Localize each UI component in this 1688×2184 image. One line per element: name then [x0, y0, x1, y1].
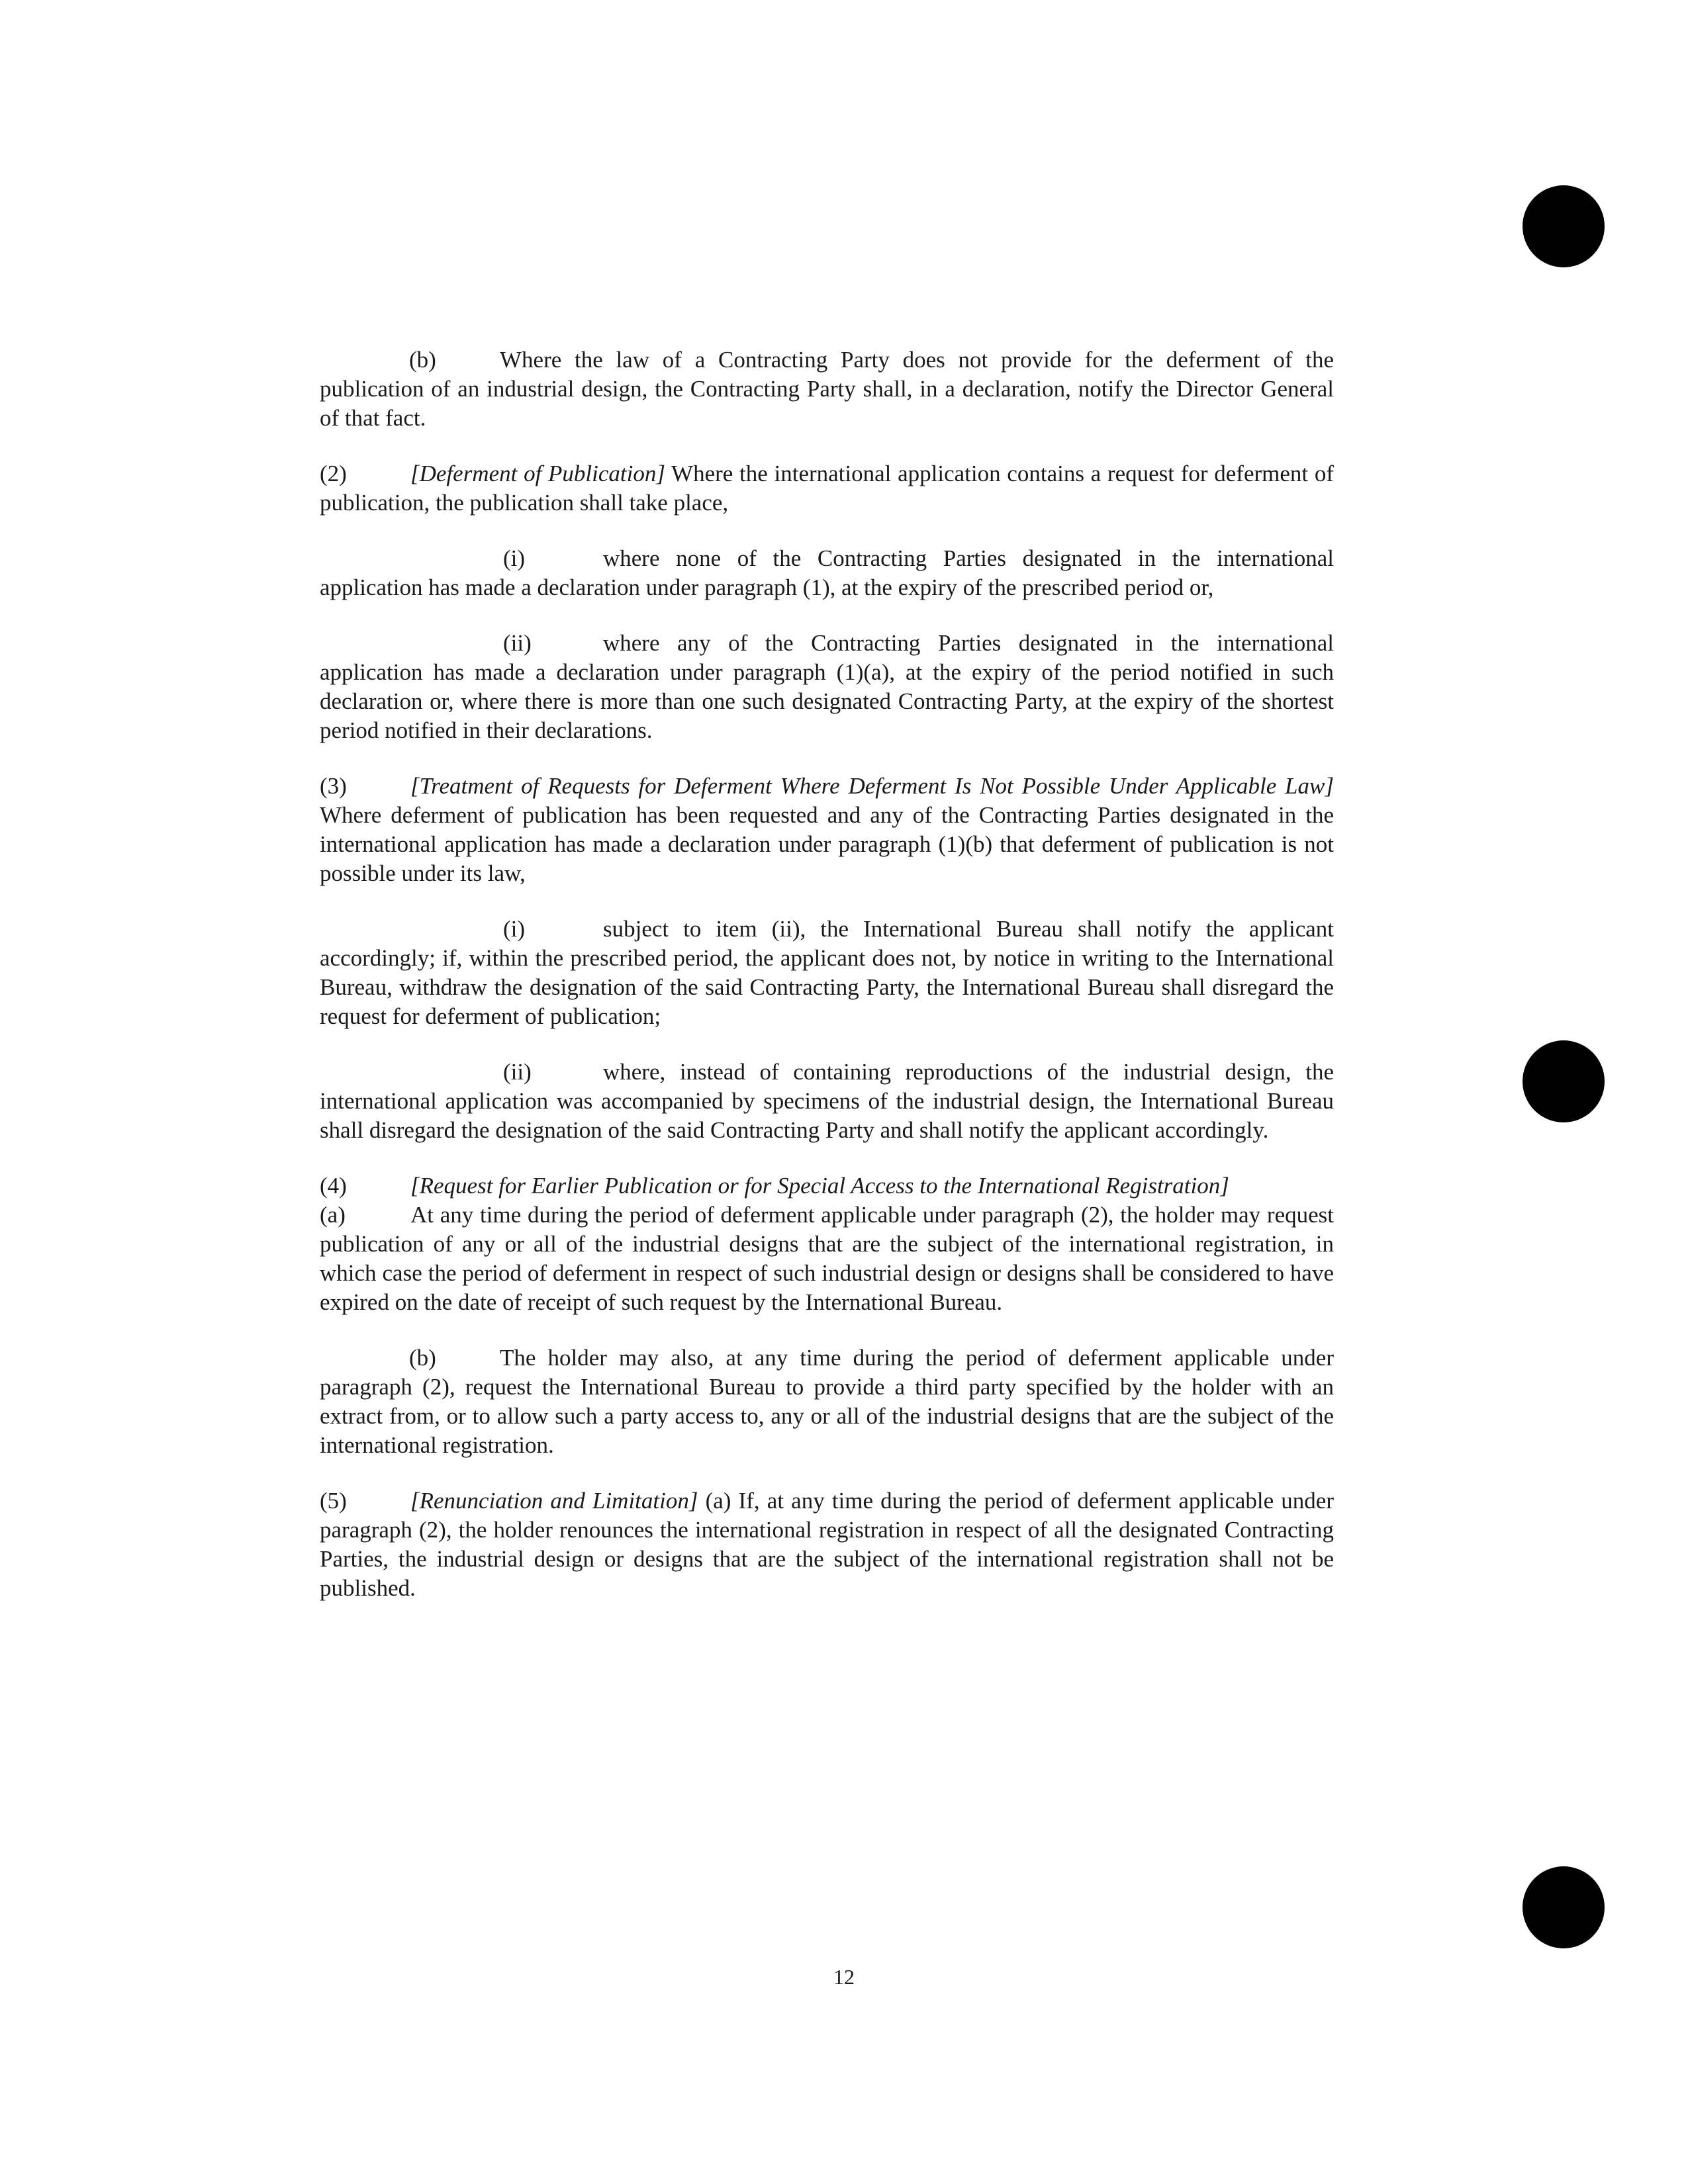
paragraph-3ii [320, 1058, 1334, 1145]
paragraph-number: (3) [320, 773, 347, 799]
paragraph-number: (2) [320, 461, 347, 486]
punch-hole-middle [1523, 1040, 1605, 1122]
item-text: where any of the Contracting Parties designated in the international application has made a declaration under paragraph (1)(a), at the expiry of the period notified in such declaration or, where there is more than one such designated Contracting Party, at the expiry of the shortest period notified in their declarations. [320, 630, 1334, 743]
item-label: (ii) [503, 1059, 532, 1085]
item-text: where none of the Contracting Parties designated in the international application has made a declaration under paragraph (1), at the expiry of the prescribed period or, [320, 545, 1334, 600]
paragraph-2i [320, 544, 1334, 602]
paragraph-text: At any time during the period of deferment applicable under paragraph (2), the holder may request publication of any or all of the industrial designs that are the subject of the international registration, in which case the period of deferment in respect of such industrial design or designs shall be considered to have expired on the date of receipt of such request by the International Bureau. [320, 1202, 1334, 1315]
sub-label: (a) [698, 1488, 731, 1514]
paragraph-4b [320, 1343, 1334, 1460]
page-number: 12 [833, 1965, 855, 1989]
paragraph-label: (b) [409, 347, 436, 373]
paragraph-3 [320, 772, 1334, 888]
paragraph-text: Where deferment of publication has been requested and any of the Contracting Parties designated in the international application has made a declaration under paragraph (1)(b) that deferment of publication is not possible under its law, [320, 802, 1334, 886]
paragraph-2 [320, 459, 1334, 518]
item-text: subject to item (ii), the International Bureau shall notify the applicant accordingly; if, within the prescribed period, the applicant does not, by notice in writing to the International Bureau, withdraw the designation of the said Contracting Party, the International Bureau shall disregard the request for deferment of publication; [320, 916, 1334, 1029]
item-label: (ii) [503, 630, 532, 656]
paragraph-2ii [320, 629, 1334, 745]
paragraph-heading: [Treatment of Requests for Deferment Where Deferment Is Not Possible Under Applicable Law] [410, 773, 1334, 799]
paragraph-5 [320, 1486, 1334, 1603]
paragraph-1b [320, 345, 1334, 433]
item-label: (i) [503, 545, 526, 571]
paragraph-label: (b) [409, 1345, 436, 1371]
paragraph-heading: [Deferment of Publication] [410, 461, 665, 486]
item-label: (i) [503, 916, 526, 942]
paragraph-heading: [Request for Earlier Publication or for Special Access to the International Registration] [410, 1173, 1229, 1199]
sub-label: (a) [320, 1202, 346, 1228]
punch-hole-top [1523, 185, 1605, 267]
paragraph-text: Where the law of a Contracting Party does not provide for the deferment of the publication of an industrial design, the Contracting Party shall, in a declaration, notify the Director General of that fact. [320, 347, 1334, 431]
paragraph-4 [320, 1171, 1334, 1317]
paragraph-number: (4) [320, 1173, 347, 1199]
paragraph-3i [320, 915, 1334, 1031]
punch-hole-bottom [1523, 1866, 1605, 1948]
paragraph-text: If, at any time during the period of deferment applicable under paragraph (2), the holder renounces the international registration in respect of all the designated Contracting Parties, the industrial design or designs that are the subject of the international registration shall not be published. [320, 1488, 1334, 1601]
document-body [320, 345, 1334, 1629]
paragraph-heading: [Renunciation and Limitation] [410, 1488, 698, 1514]
item-text: where, instead of containing reproductions of the industrial design, the international application was accompanied by specimens of the industrial design, the International Bureau shall disregard the designation of the said Contracting Party and shall notify the applicant accordingly. [320, 1059, 1334, 1143]
paragraph-number: (5) [320, 1488, 347, 1514]
paragraph-text: The holder may also, at any time during the period of deferment applicable under paragraph (2), request the International Bureau to provide a third party specified by the holder with an extract from, or to allow such a party access to, any or all of the industrial designs that are the subject of the international registration. [320, 1345, 1334, 1458]
paragraph-text: Where the international application contains a request for deferment of publication, the publication shall take place, [320, 461, 1334, 516]
